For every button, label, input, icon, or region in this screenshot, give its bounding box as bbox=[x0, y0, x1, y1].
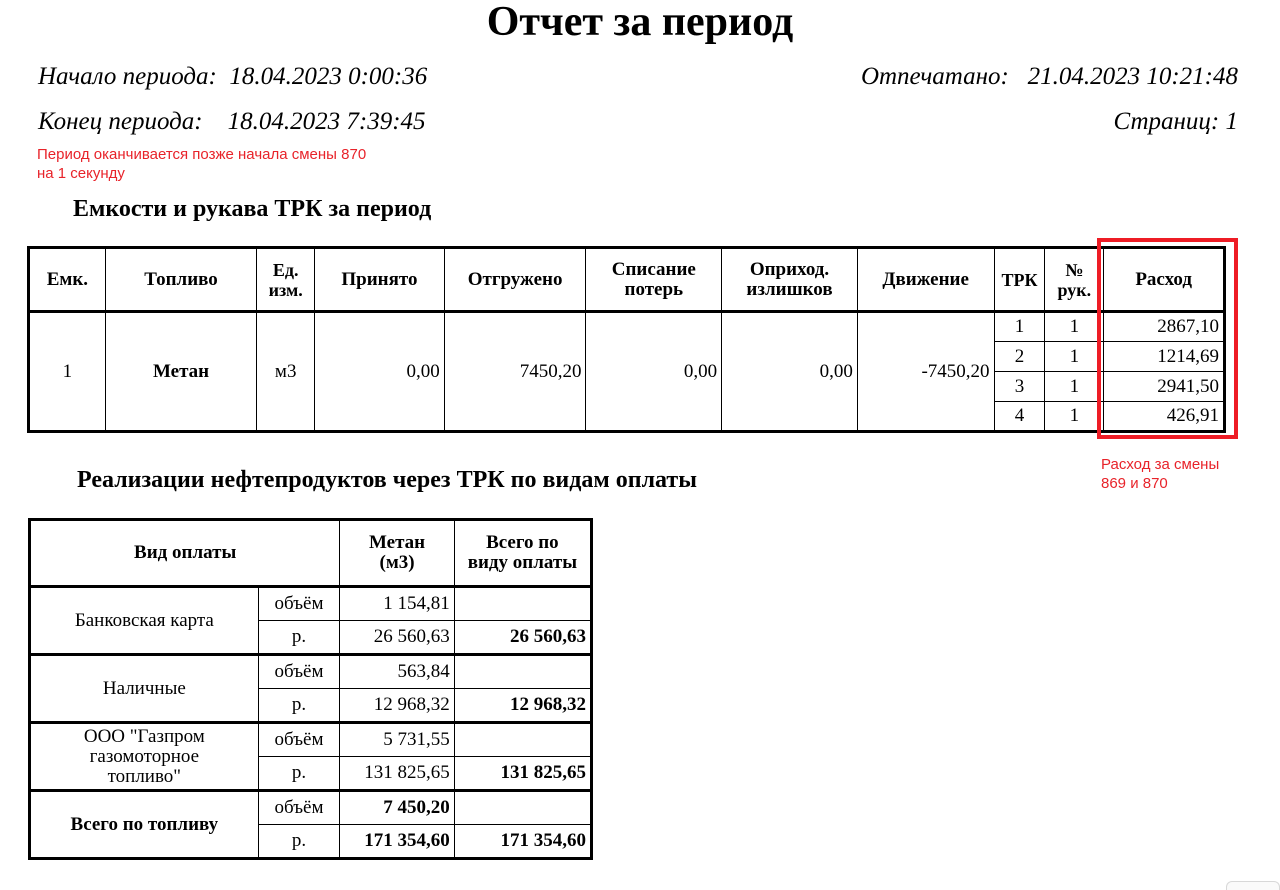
cell-consumption: 1214,69 bbox=[1104, 342, 1225, 372]
consumption-note bbox=[1101, 455, 1219, 493]
col-methane: Метан (м3) bbox=[340, 520, 454, 587]
table-row bbox=[30, 655, 592, 689]
cell-fuel: Метан bbox=[105, 312, 256, 432]
cell-volume: 1 154,81 bbox=[340, 587, 454, 621]
cell-empty bbox=[454, 655, 591, 689]
cell-volume: 5 731,55 bbox=[340, 723, 454, 757]
cell-surplus: 0,00 bbox=[722, 312, 858, 432]
cell-dispenser: 1 bbox=[994, 312, 1045, 342]
cell-hose: 1 bbox=[1045, 342, 1104, 372]
tanks-header-row bbox=[29, 248, 1225, 312]
sales-table bbox=[28, 518, 593, 860]
period-note-line2: на 1 секунду bbox=[37, 165, 125, 182]
col-payment-type: Вид оплаты bbox=[30, 520, 340, 587]
tanks-heading: Емкости и рукава ТРК за период bbox=[73, 196, 432, 222]
cell-total: 12 968,32 bbox=[454, 689, 591, 723]
cell-consumption: 426,91 bbox=[1104, 402, 1225, 432]
unit-volume: объём bbox=[258, 723, 340, 757]
unit-volume: объём bbox=[258, 791, 340, 825]
sales-heading: Реализации нефтепродуктов через ТРК по видам оплаты bbox=[77, 467, 697, 493]
col-consumption: Расход bbox=[1104, 248, 1225, 312]
col-shipped: Отгружено bbox=[444, 248, 586, 312]
payment-cash: Наличные bbox=[30, 655, 259, 723]
cell-hose: 1 bbox=[1045, 402, 1104, 432]
table-row bbox=[29, 312, 1225, 342]
col-hose: № рук. bbox=[1045, 248, 1104, 312]
cell-empty bbox=[454, 587, 591, 621]
report-title: Отчет за период bbox=[486, 0, 794, 45]
period-start bbox=[38, 62, 427, 92]
unit-rub: р. bbox=[258, 757, 340, 791]
unit-volume: объём bbox=[258, 587, 340, 621]
col-dispenser: ТРК bbox=[994, 248, 1045, 312]
col-fuel: Топливо bbox=[105, 248, 256, 312]
col-received: Принято bbox=[315, 248, 445, 312]
payment-bank-card: Банковская карта bbox=[30, 587, 259, 655]
cell-shipped: 7450,20 bbox=[444, 312, 586, 432]
cell-empty bbox=[454, 723, 591, 757]
consumption-highlight-box bbox=[1097, 238, 1238, 439]
unit-volume: объём bbox=[258, 655, 340, 689]
col-total: Всего по виду оплаты bbox=[454, 520, 591, 587]
cell-amount: 171 354,60 bbox=[340, 825, 454, 859]
cell-tank: 1 bbox=[29, 312, 106, 432]
cell-amount: 131 825,65 bbox=[340, 757, 454, 791]
cell-volume: 7 450,20 bbox=[340, 791, 454, 825]
col-surplus: Оприход. излишков bbox=[722, 248, 858, 312]
printed-at bbox=[861, 62, 1238, 92]
period-end-value: 18.04.2023 7:39:45 bbox=[227, 108, 426, 135]
unit-rub: р. bbox=[258, 621, 340, 655]
col-movement: Движение bbox=[857, 248, 994, 312]
consumption-note-line2: 869 и 870 bbox=[1101, 475, 1168, 492]
payment-gazprom: ООО "Газпром газомоторное топливо" bbox=[30, 723, 259, 791]
cell-hose: 1 bbox=[1045, 312, 1104, 342]
cell-total: 26 560,63 bbox=[454, 621, 591, 655]
cell-empty bbox=[454, 791, 591, 825]
col-unit: Ед. изм. bbox=[257, 248, 315, 312]
cell-movement: -7450,20 bbox=[857, 312, 994, 432]
cell-amount: 12 968,32 bbox=[340, 689, 454, 723]
printed-label: Отпечатано: bbox=[860, 63, 1009, 90]
table-row bbox=[30, 723, 592, 757]
consumption-note-line1: Расход за смены bbox=[1101, 456, 1220, 473]
cell-volume: 563,84 bbox=[340, 655, 454, 689]
unit-rub: р. bbox=[258, 825, 340, 859]
table-row bbox=[30, 791, 592, 825]
period-note-line1: Период оканчивается позже начала смены 870 bbox=[37, 146, 367, 163]
cell-amount: 26 560,63 bbox=[340, 621, 454, 655]
cell-total: 131 825,65 bbox=[454, 757, 591, 791]
period-end-label: Конец периода: bbox=[38, 108, 203, 135]
period-end bbox=[38, 107, 426, 137]
cell-total: 171 354,60 bbox=[454, 825, 591, 859]
printed-value: 21.04.2023 10:21:48 bbox=[1027, 63, 1238, 90]
cell-consumption: 2941,50 bbox=[1104, 372, 1225, 402]
col-tank: Емк. bbox=[29, 248, 106, 312]
sales-header-row bbox=[30, 520, 592, 587]
col-loss: Списание потерь bbox=[586, 248, 722, 312]
cell-dispenser: 2 bbox=[994, 342, 1045, 372]
tanks-table bbox=[27, 246, 1226, 433]
period-start-label: Начало периода: bbox=[38, 63, 217, 90]
unit-rub: р. bbox=[258, 689, 340, 723]
period-note bbox=[37, 145, 366, 183]
table-row bbox=[30, 587, 592, 621]
period-start-value: 18.04.2023 0:00:36 bbox=[229, 63, 428, 90]
cell-loss: 0,00 bbox=[586, 312, 722, 432]
grand-total-label: Всего по топливу bbox=[30, 791, 259, 859]
scroll-to-top-button[interactable] bbox=[1226, 881, 1280, 890]
page-count: Страниц: 1 bbox=[1113, 108, 1238, 135]
cell-unit: м3 bbox=[257, 312, 315, 432]
cell-dispenser: 3 bbox=[994, 372, 1045, 402]
cell-consumption: 2867,10 bbox=[1104, 312, 1225, 342]
cell-dispenser: 4 bbox=[994, 402, 1045, 432]
cell-hose: 1 bbox=[1045, 372, 1104, 402]
cell-received: 0,00 bbox=[315, 312, 445, 432]
